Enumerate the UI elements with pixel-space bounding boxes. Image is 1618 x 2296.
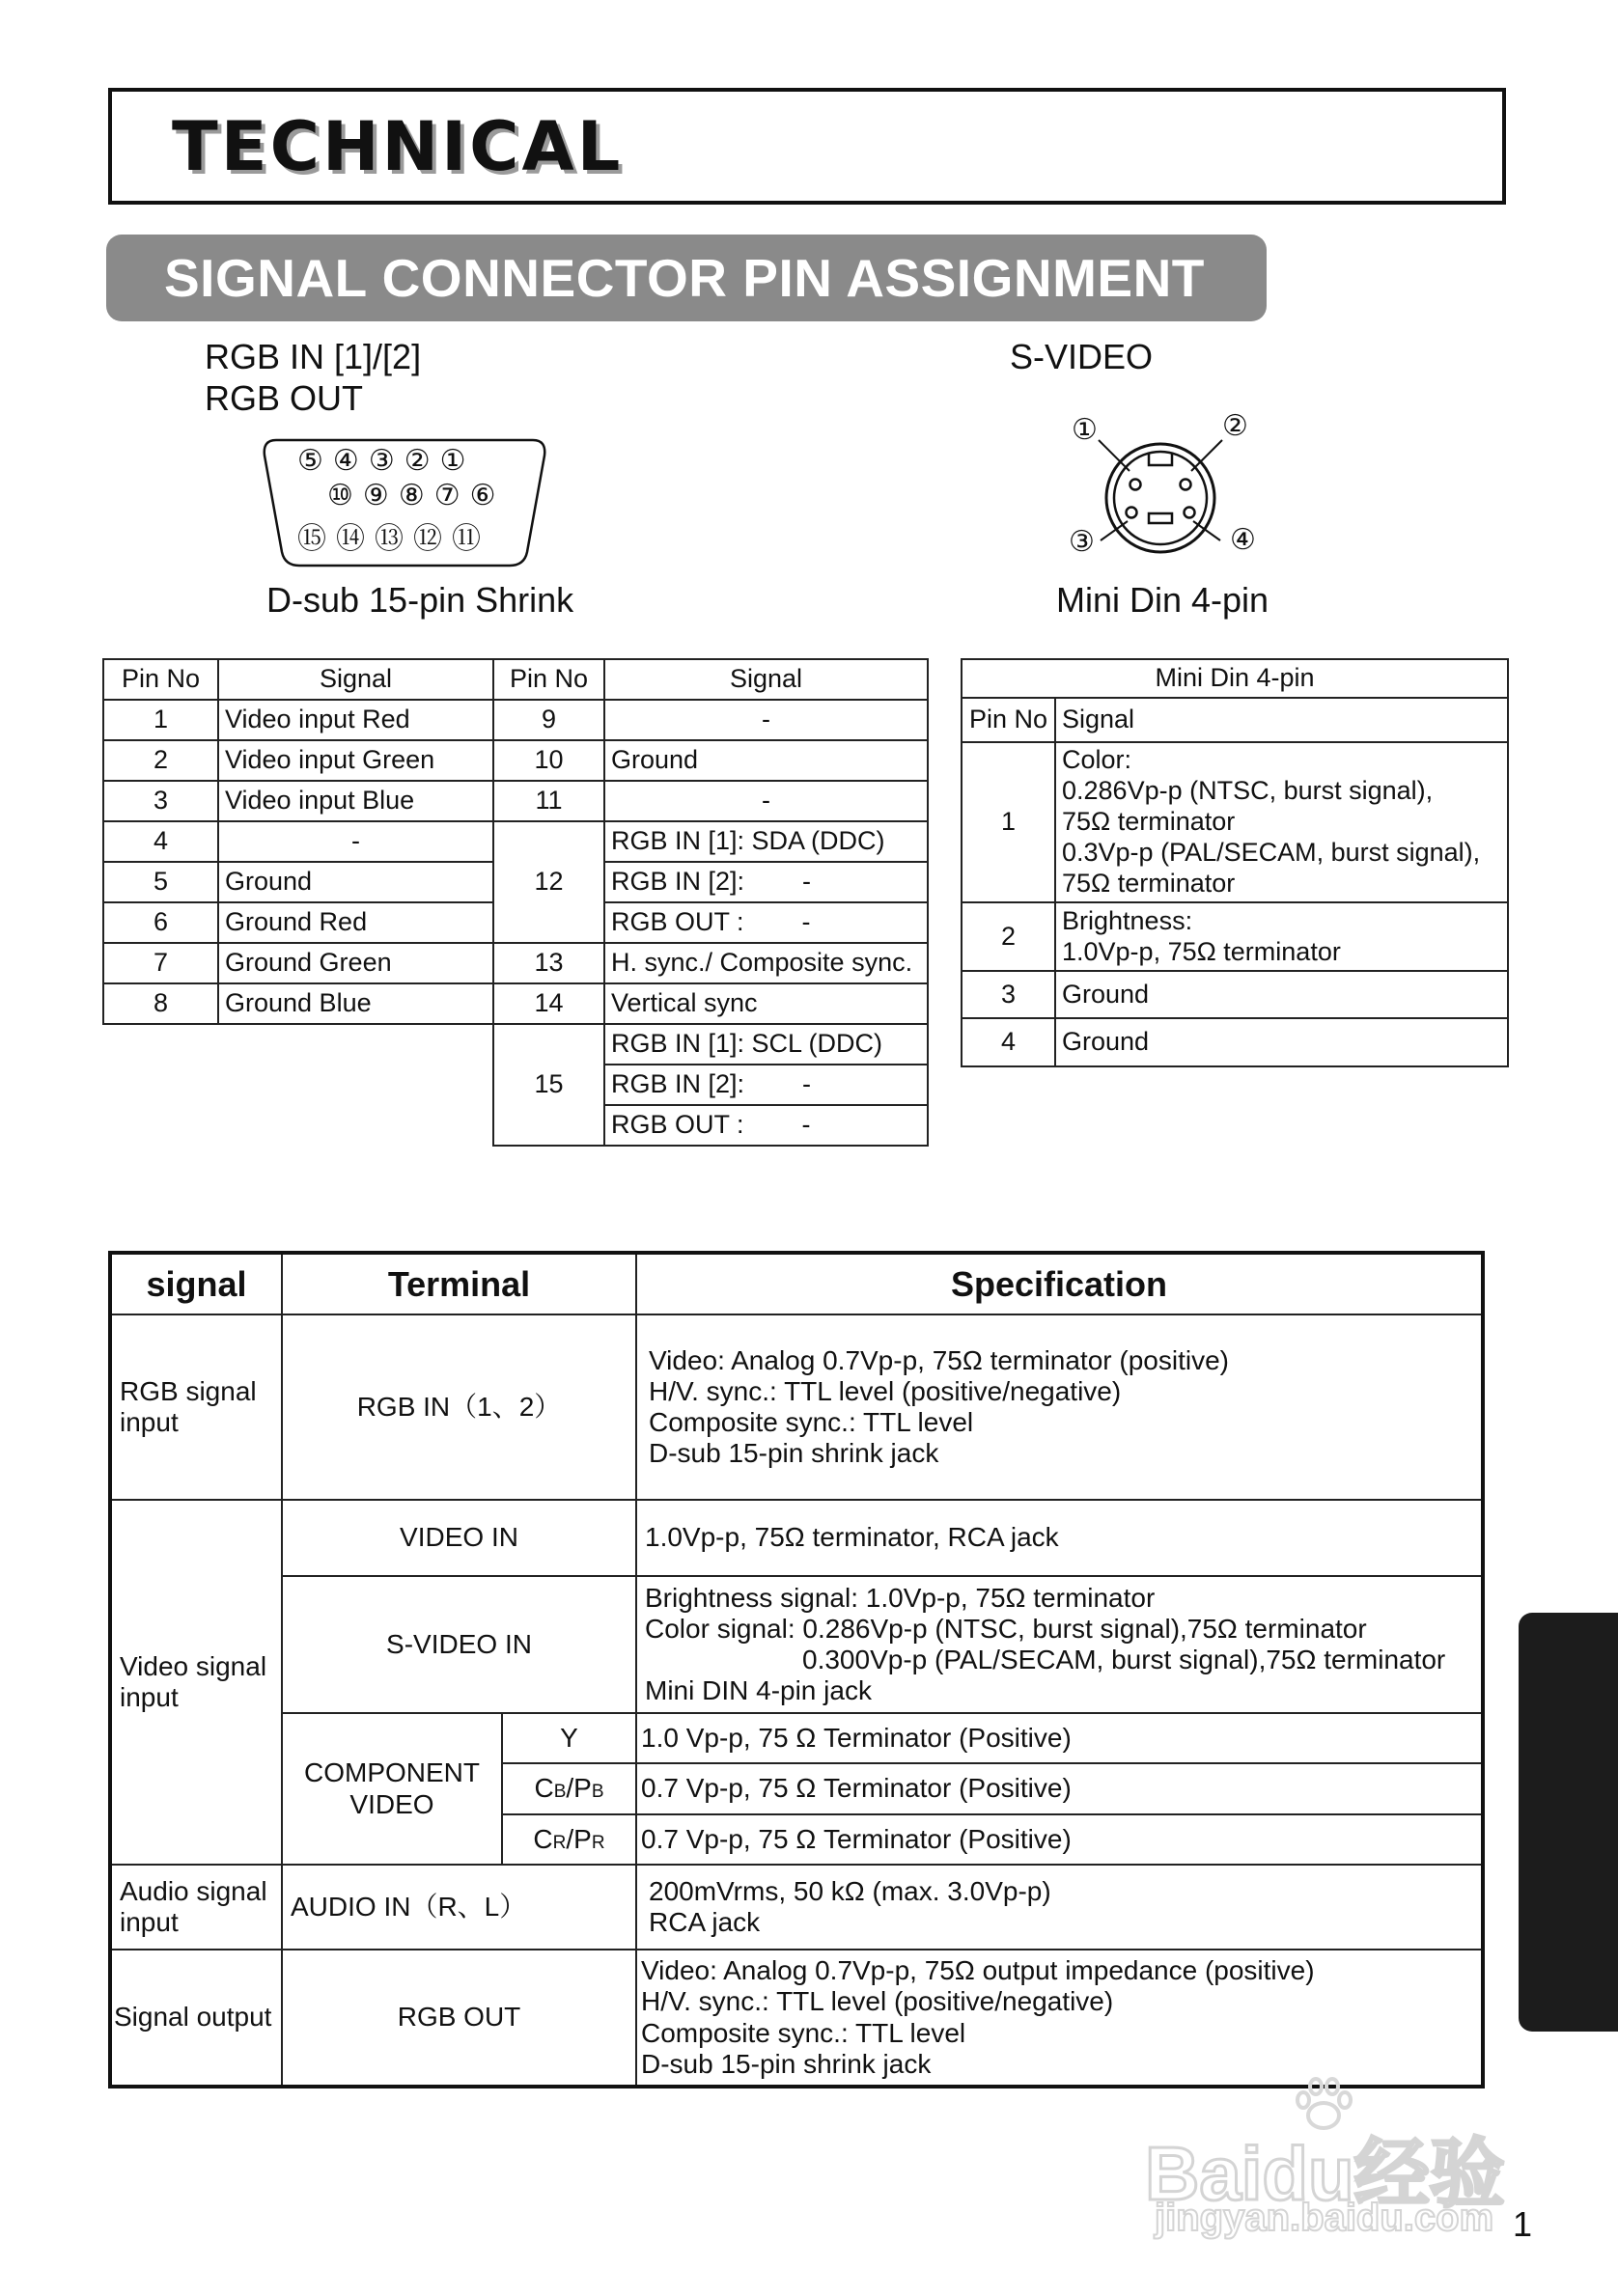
header-signal: Signal [1055,698,1508,742]
header-signal: Signal [218,659,493,700]
dsub-pin: ⑪ [452,523,490,555]
dsub-pin: ⑩ [327,480,363,512]
baidu-watermark: Baidu经验 jingyan.baidu.com [1145,2075,1550,2239]
dsub-pin: ⑭ [336,523,375,555]
table-row: RGB signal input RGB IN（1、2） Video: Analog 0.7Vp-p, 75Ω terminator (positive) H/V. sync.: TTL level (positive/negative) Composite sync.: TTL level D-sub 15-pin shrink jack [110,1314,1483,1500]
table-row: 2 Brightness: 1.0Vp-p, 75Ω terminator [962,902,1508,971]
table-row: 1 Color: 0.286Vp-p (NTSC, burst signal), 75Ω terminator 0.3Vp-p (PAL/SECAM, burst signal), 75Ω terminator [962,742,1508,902]
cr-pr-label: CR/PR [502,1814,636,1865]
dsub-caption: D-sub 15-pin Shrink [266,580,574,620]
section-title: SIGNAL CONNECTOR PIN ASSIGNMENT [164,248,1205,308]
page-number: 1 [1513,2204,1533,2244]
svideo-pin-4: ④ [1230,524,1256,556]
table-row: Audio signal input AUDIO IN（R、L） 200mVrms, 50 kΩ (max. 3.0Vp-p) RCA jack [110,1865,1483,1950]
table-row: 3 Ground [962,971,1508,1018]
dsub-pin-table [102,658,929,1147]
dsub-pin: ③ [368,445,404,477]
dsub-pin: ⑧ [398,480,434,512]
table-row: 5 Ground RGB IN [2]: - [103,862,928,902]
svideo-label: S-VIDEO [1010,337,1154,376]
mini-din-pin-table [961,658,1509,1067]
section-banner [106,235,1267,321]
table-row: 3 Video input Blue 11 - [103,781,928,821]
table-row: 8 Ground Blue 14 Vertical sync [103,983,928,1024]
dsub-pin: ⑮ [297,523,336,555]
table-row: S-VIDEO IN Brightness signal: 1.0Vp-p, 75Ω terminator Color signal: 0.286Vp-p (NTSC, burst signal),75Ω terminator 0.300Vp-p (PAL/SECAM, burst signal),75Ω terminator Mini DIN 4-pin jack [110,1576,1483,1713]
header-signal: signal [110,1253,282,1314]
dsub-pins-row3 [297,514,490,557]
dsub-pin: ② [404,445,440,477]
table-row: CB/PB 0.7 Vp-p, 75 Ω Terminator (Positive) [110,1763,1483,1814]
table-row: 1 Video input Red 9 - [103,700,928,740]
dsub-pin: ⑥ [469,480,506,512]
dsub-pin: ⑬ [375,523,413,555]
mini-table-title: Mini Din 4-pin [962,659,1508,698]
cb-pb-label: CB/PB [502,1763,636,1814]
dsub-pin: ① [439,445,476,477]
table-row: 4 - 12 RGB IN [1]: SDA (DDC) [103,821,928,862]
table-row: COMPONENT VIDEO Y 1.0 Vp-p, 75 Ω Terminator (Positive) [110,1713,1483,1763]
svideo-pin-1: ① [1072,414,1098,446]
dsub-pins-row2 [327,479,506,512]
svideo-caption: Mini Din 4-pin [1056,580,1269,620]
chapter-tab [1519,1613,1618,2032]
table-row: 6 Ground Red RGB OUT : - [103,902,928,943]
svideo-pin-3: ③ [1069,526,1095,558]
header-pin-no: Pin No [103,659,218,700]
dsub-pin: ⑦ [433,480,470,512]
header-specification: Specification [636,1253,1483,1314]
specification-table [108,1251,1485,2089]
header-pin-no: Pin No [493,659,604,700]
svideo-pin-2: ② [1222,410,1248,442]
table-row: 7 Ground Green 13 H. sync./ Composite sync. [103,943,928,983]
header-signal: Signal [604,659,928,700]
dsub-pin: ⑤ [297,445,333,477]
page-title: TECHNICAL [172,107,624,186]
dsub-pin: ④ [332,445,369,477]
table-row: 4 Ground [962,1018,1508,1066]
header-pin-no: Pin No [962,698,1055,742]
table-row: RGB OUT : - [103,1105,928,1146]
dsub-label-line2: RGB OUT [205,378,364,418]
table-row: 2 Video input Green 10 Ground [103,740,928,781]
dsub-pin: ⑨ [362,480,399,512]
table-row: Signal output RGB OUT Video: Analog 0.7Vp-p, 75Ω output impedance (positive) H/V. sync.: TTL level (positive/negative) Composite sync.: TTL level D-sub 15-pin shrink jack [110,1950,1483,2087]
dsub-pin: ⑫ [413,523,452,555]
table-row: 15 RGB IN [1]: SCL (DDC) [103,1024,928,1065]
header-terminal: Terminal [282,1253,636,1314]
table-row: RGB IN [2]: - [103,1065,928,1105]
header-box [108,88,1506,205]
dsub-label-line1: RGB IN [1]/[2] [205,337,422,376]
table-row: CR/PR 0.7 Vp-p, 75 Ω Terminator (Positive) [110,1814,1483,1865]
table-row: Video signal input VIDEO IN 1.0Vp-p, 75Ω terminator, RCA jack [110,1500,1483,1576]
dsub-pins-row1 [297,444,476,478]
